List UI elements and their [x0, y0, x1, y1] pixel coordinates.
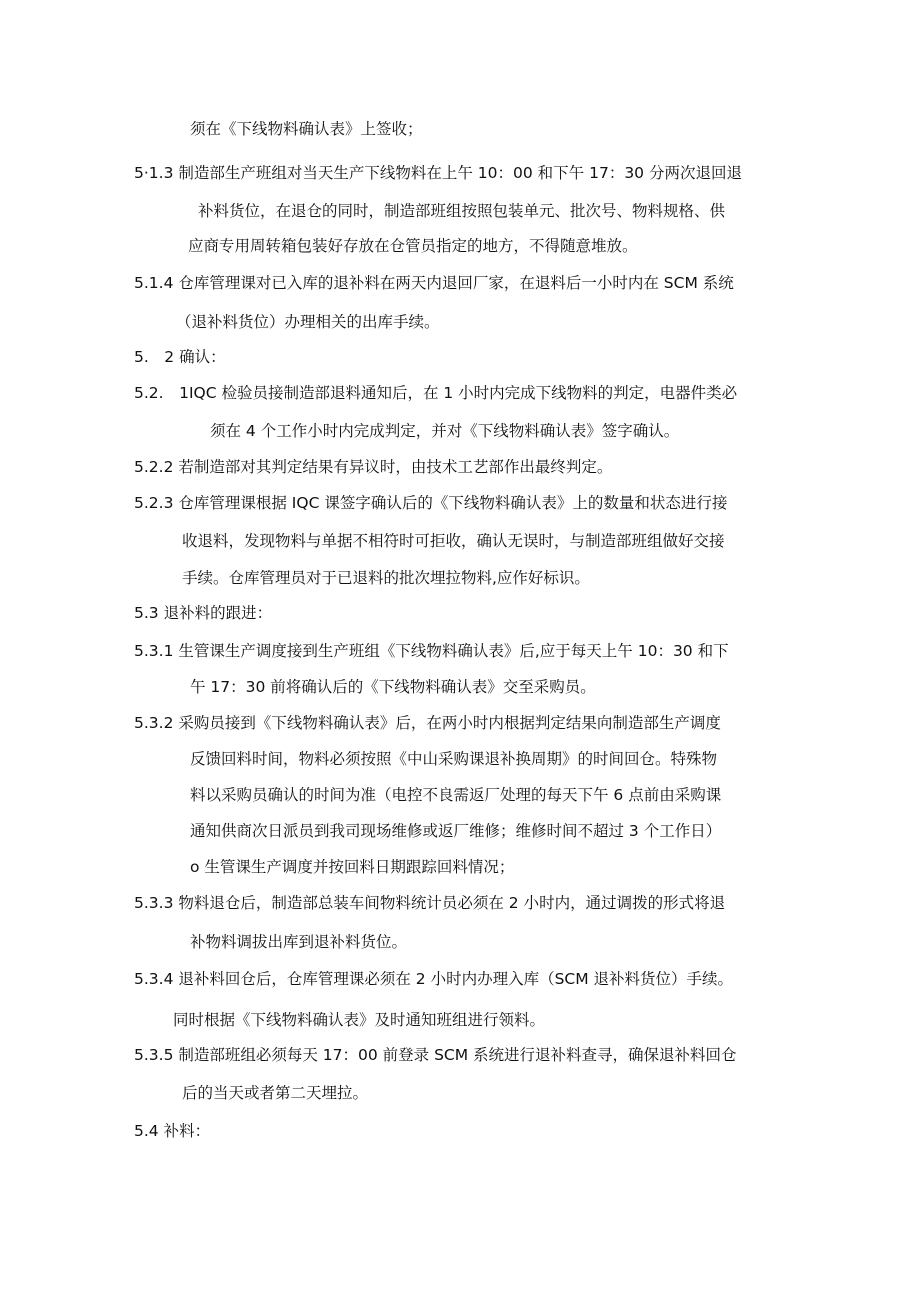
section-heading: 5. 2 确认：	[134, 348, 226, 366]
text-line: 5.3.5 制造部班组必须每天 17：00 前登录 SCM 系统进行退补料查寻，确保退补料回仓	[134, 1046, 737, 1064]
text-line: 5.3.4 退补料回仓后，仓库管理课必须在 2 小时内办理入库（SCM 退补料货位）手续。	[134, 970, 734, 988]
text-line: 应商专用周转箱包装好存放在仓管员指定的地方，不得随意堆放。	[188, 237, 638, 255]
text-line: 同时根据《下线物料确认表》及时通知班组进行领料。	[173, 1011, 546, 1029]
text-line: 5.1.4 仓库管理课对已入库的退补料在两天内退回厂家，在退料后一小时内在 SCM 系统	[134, 274, 734, 292]
text-line: 5·1.3 制造部生产班组对当天生产下线物料在上午 10：00 和下午 17：30 分两次退回退	[134, 164, 742, 182]
text-line: （退补料货位）办理相关的出库手续。	[176, 313, 440, 331]
text-line: 5.2. 1IQC 检验员接制造部退料通知后，在 1 小时内完成下线物料的判定，电器件类必	[134, 384, 738, 402]
text-line: 须在《下线物料确认表》上签收；	[190, 120, 423, 138]
section-heading: 5.3 退补料的跟进：	[134, 604, 273, 622]
text-line: 须在 4 个工作小时内完成判定，并对《下线物料确认表》签字确认。	[210, 422, 680, 440]
text-line: 补料货位，在退仓的同时，制造部班组按照包装单元、批次号、物料规格、供	[198, 202, 726, 220]
text-line: 后的当天或者第二天埋拉。	[182, 1084, 369, 1102]
text-line: 料以采购员确认的时间为准（电控不良需返厂处理的每天下午 6 点前由采购课	[190, 786, 722, 804]
text-line: o 生管课生产调度并按回料日期跟踪回料情况；	[190, 858, 515, 876]
text-line: 反馈回料时间，物料必须按照《中山采购课退补换周期》的时间回仓。特殊物	[190, 750, 718, 768]
text-line: 5.3.1 生管课生产调度接到生产班组《下线物料确认表》后,应于每天上午 10：30 和下	[134, 642, 729, 660]
text-line: 5.2.3 仓库管理课根据 IQC 课签字确认后的《下线物料确认表》上的数量和状态进行接	[134, 494, 728, 512]
section-heading: 5.4 补料：	[134, 1122, 211, 1140]
text-line: 收退料，发现物料与单据不相符时可拒收，确认无误时，与制造部班组做好交接	[182, 532, 725, 550]
text-line: 5.3.3 物料退仓后，制造部总装车间物料统计员必须在 2 小时内，通过调拨的形式将退	[134, 894, 726, 912]
text-line: 5.3.2 采购员接到《下线物料确认表》后，在两小时内根据判定结果向制造部生产调度	[134, 714, 721, 732]
text-line: 午 17：30 前将确认后的《下线物料确认表》交至采购员。	[190, 678, 596, 696]
text-line: 通知供商次日派员到我司现场维修或返厂维修；维修时间不超过 3 个工作日）	[190, 822, 722, 840]
text-line: 5.2.2 若制造部对其判定结果有异议时，由技术工艺部作出最终判定。	[134, 458, 613, 476]
text-line: 手续。仓库管理员对于已退料的批次埋拉物料,应作好标识。	[182, 569, 590, 587]
text-line: 补物料调拔出库到退补料货位。	[190, 933, 408, 951]
